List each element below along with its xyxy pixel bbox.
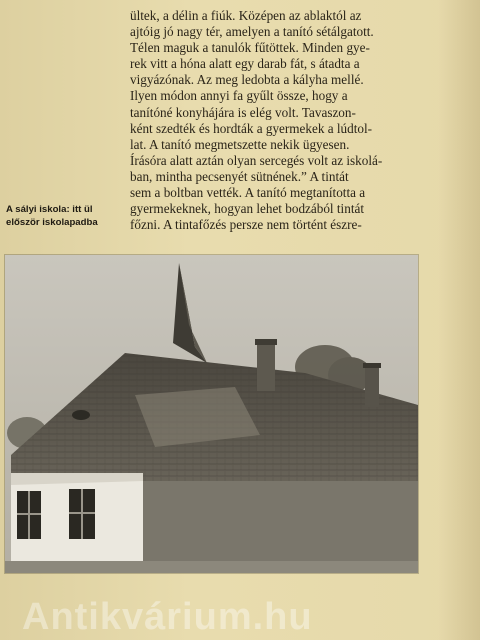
photo-caption	[6, 203, 124, 229]
text-line: sem a boltban vették. A tanító megtanította a	[130, 185, 366, 201]
school-photo	[5, 255, 418, 573]
text-line: Ilyen módon annyi fa gyűlt össze, hogy a	[130, 88, 348, 104]
text-line: ban, mintha pecsenyét sütnének.” A tintát	[130, 168, 349, 184]
page-fold-shadow	[438, 0, 480, 640]
text-line: ajtóig jó nagy tér, amelyen a tanító sétálgatott.	[130, 24, 374, 40]
text-line: Télen maguk a tanulók fűtöttek. Minden gye-	[130, 40, 370, 56]
text-line: tanítóné konyhájára is elég volt. Tavaszon-	[130, 104, 356, 120]
text-line: rek vitt a hóna alatt egy darab fát, s átadta a	[130, 56, 360, 72]
school-building-illustration	[5, 255, 418, 573]
caption-line: A sályi iskola: itt ül	[6, 204, 93, 215]
chimney	[257, 341, 275, 391]
text-line: vigyázónak. Az meg ledobta a kályha mellé.	[130, 72, 364, 88]
chimney	[365, 365, 379, 407]
text-line: Írásóra alatt aztán olyan sercegés volt az iskolá-	[130, 152, 383, 168]
caption-line: először iskolapadba	[6, 217, 98, 228]
dormer	[72, 410, 90, 420]
body-text	[130, 8, 416, 233]
side-wall	[143, 481, 418, 573]
text-line: főzni. A tintafőzés persze nem történt észre-	[130, 217, 362, 233]
text-line: lat. A tanító megmetszette nekik ügyesen.	[130, 136, 350, 152]
text-line: ként szedték és hordták a gyermekek a lúdtol-	[130, 120, 373, 136]
watermark: Antikvárium.hu	[22, 596, 313, 638]
text-line: gyermekeknek, hogyan lehet bodzából tintát	[130, 201, 365, 217]
text-line: ültek, a délin a fiúk. Középen az ablaktól az	[130, 8, 362, 23]
